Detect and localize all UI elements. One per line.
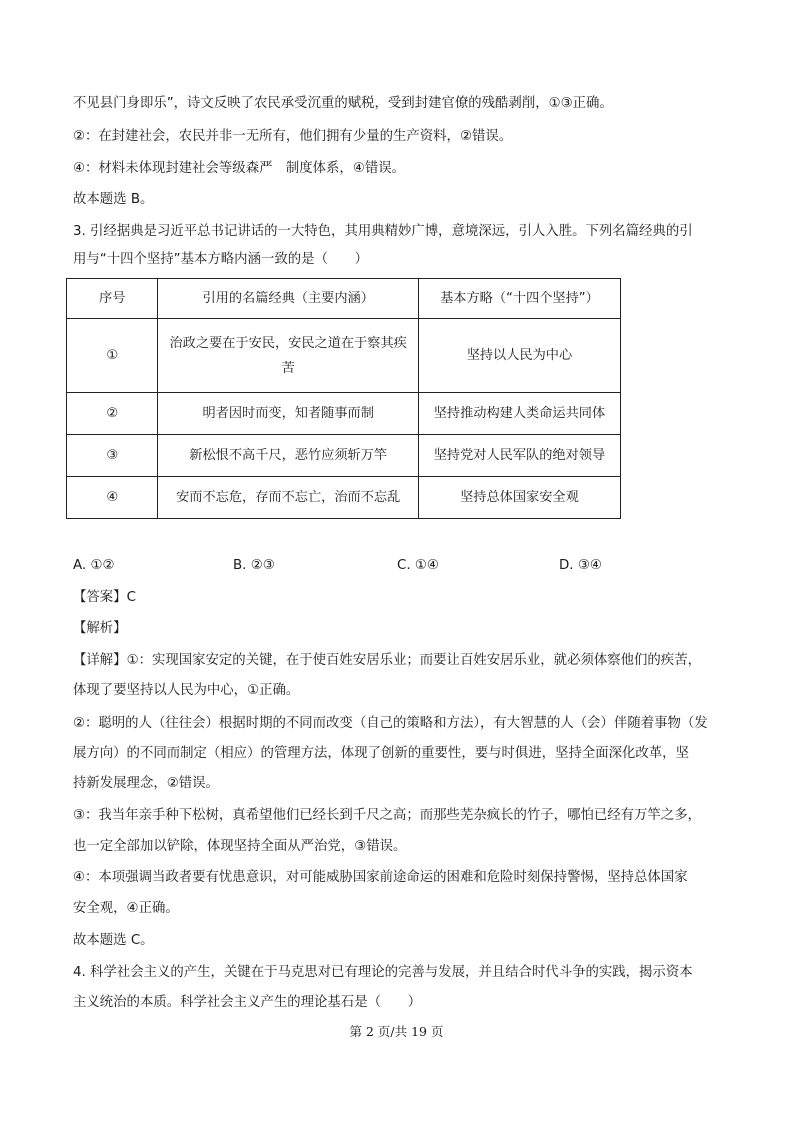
answer-line [73, 588, 136, 608]
q3-conclusion: 故本题选 C。 [73, 933, 154, 948]
row-quote: 新松恨不高千尺，恶竹应须斩万竿 [158, 435, 418, 477]
option-d: D. ③④ [559, 558, 602, 573]
analysis-tag: 【解析】 [73, 621, 127, 636]
row-no: ② [67, 393, 158, 435]
table-row [67, 393, 621, 435]
table-row [67, 477, 621, 519]
table-row [67, 435, 621, 477]
q4-stem-line-2: 主义统治的本质。科学社会主义产生的理论基石是（ ） [73, 995, 422, 1010]
q3-stem-line-1: 3. 引经据典是习近平总书记讲话的一大特色，其用典精妙广博，意境深远，引人入胜。下列名篇经典的引 [73, 224, 693, 239]
detail-line-1 [73, 651, 701, 671]
q4-stem-line-1: 4. 科学社会主义的产生，关键在于马克思对已有理论的完善与发展，并且结合时代斗争的实践，揭示资本 [73, 965, 693, 980]
q3-stem-line-2: 用与“十四个坚持”基本方略内涵一致的是（ ） [73, 252, 369, 267]
detail-line-6: ③：我当年亲手种下松树，真希望他们已经长到千尺之高；而那些芜杂疯长的竹子，哪怕已经有万竿之多， [73, 808, 701, 823]
intro-line-1: 不见县门身即乐”，诗文反映了农民承受沉重的赋税，受到封建官僚的残酷剥削，①③正确。 [73, 96, 613, 111]
quote-table [66, 278, 621, 519]
detail-line-4: 展方向）的不同而制定（相应）的管理方法，体现了创新的重要性，要与时俱进，坚持全面深化改革，坚 [73, 746, 689, 761]
row-quote: 安而不忘危，存而不忘亡，治而不忘乱 [158, 477, 418, 519]
detail-line-1-text: ①：实现国家安定的关键，在于使百姓安居乐业；而要让百姓安居乐业，就必须体察他们的疾苦， [126, 653, 701, 668]
intro-conclusion: 故本题选 B。 [73, 192, 154, 207]
page-footer: 第 2 页/共 19 页 [349, 1024, 444, 1039]
answer-value: C [126, 590, 136, 605]
detail-line-3: ②：聪明的人（往往会）根据时期的不同而改变（自己的策略和方法），有大智慧的人（会）伴随着事物（发 [73, 716, 708, 731]
row-quote [158, 319, 418, 393]
row-quote-line-1: 治政之要在于安民，安民之道在于察其疾 [169, 335, 407, 351]
detail-line-2: 体现了要坚持以人民为中心，①正确。 [73, 683, 300, 698]
row-policy: 坚持以人民为中心 [418, 319, 620, 393]
detail-line-8: ④：本项强调当政者要有忧患意识，对可能威胁国家前途命运的困难和危险时刻保持警惕，坚持总体国家 [73, 870, 688, 885]
row-no: ① [67, 319, 158, 393]
row-policy: 坚持党对人民军队的绝对领导 [418, 435, 620, 477]
intro-line-2: ②：在封建社会，农民并非一无所有，他们拥有少量的生产资料，②错误。 [73, 129, 513, 144]
row-no: ④ [67, 477, 158, 519]
option-a: A. ①② [73, 558, 115, 573]
detail-line-5: 持新发展理念，②错误。 [73, 776, 219, 791]
intro-line-3: ④：材料未体现封建社会等级森严 制度体系，④错误。 [73, 161, 405, 176]
header-no: 序号 [67, 279, 158, 319]
option-c: C. ①④ [397, 558, 439, 573]
row-policy: 坚持总体国家安全观 [418, 477, 620, 519]
detail-line-7: 也一定全部加以铲除，体现坚持全面从严治党，③错误。 [73, 839, 407, 854]
row-no: ③ [67, 435, 158, 477]
option-b: B. ②③ [233, 558, 275, 573]
answer-tag: 【答案】 [73, 590, 127, 605]
row-quote: 明者因时而变，知者随事而制 [158, 393, 418, 435]
header-policy: 基本方略（“十四个坚持”） [418, 279, 620, 319]
detail-tag: 【详解】 [73, 653, 127, 668]
detail-line-9: 安全观，④正确。 [73, 901, 179, 916]
answer-options [73, 558, 673, 578]
row-quote-line-2: 苦 [281, 360, 295, 376]
table-row [67, 319, 621, 393]
header-quote: 引用的名篇经典（主要内涵） [158, 279, 418, 319]
table-header-row [67, 279, 621, 319]
row-policy: 坚持推动构建人类命运共同体 [418, 393, 620, 435]
